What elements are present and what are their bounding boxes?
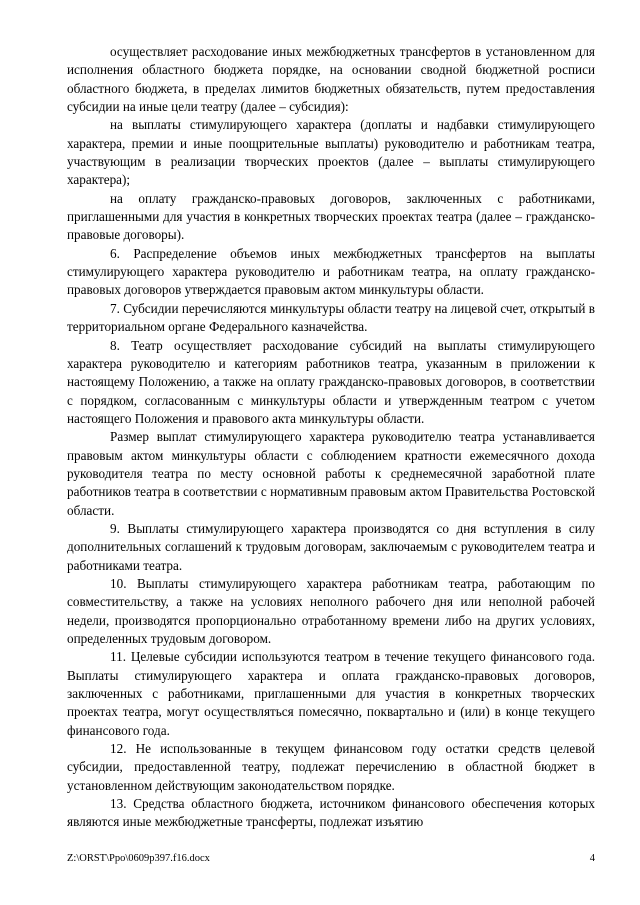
paragraph-9: 11. Целевые субсидии используются театром в течение текущего финансового года. Выплаты стимулирующего характера и оплата гражданско-правовых договоров, заключенных с работниками, приглашенными для участия в конкретных творческих проектах театра, могут осуществляться помесячно, поквартально и (или) в конце текущего финансового года. [67, 649, 595, 738]
paragraph-8: 10. Выплаты стимулирующего характера работникам театра, работающим по совместительству, а также на условиях неполного рабочего дня или неполной рабочей недели, производятся пропорционально отработанному времени либо на других условиях, определенных трудовым договором. [67, 575, 595, 646]
page-number: 4 [589, 853, 595, 864]
paragraph-3: 6. Распределение объемов иных межбюджетных трансфертов на выплаты стимулирующего характера руководителю и работникам театра, на оплату гражданско-правовых договоров утверждается правовым актом минкультуры области. [67, 245, 595, 298]
paragraph-5: 8. Театр осуществляет расходование субсидий на выплаты стимулирующего характера руководителю и категориям работников театра, указанным в приложении к настоящему Положению, а также на оплату гражданско-правовых договоров, в соответствии с порядком, согласованным с минкультуры области и утвержденным театром с учетом настоящего Положения и правового акта минкультуры области. [67, 337, 595, 426]
document-body [67, 43, 595, 832]
paragraph-0: осуществляет расходование иных межбюджетных трансфертов в установленном для исполнения областного бюджета порядке, на основании сводной бюджетной росписи областного бюджета, в пределах лимитов бюджетных обязательств, путем предоставления субсидии на иные цели театру (далее – субсидия): [67, 44, 595, 115]
paragraph-1: на выплаты стимулирующего характера (доплаты и надбавки стимулирующего характера, премии и иные поощрительные выплаты) руководителю и работникам театра, участвующим в реализации творческих проектов (далее – выплаты стимулирующего характера); [67, 117, 595, 188]
paragraph-11: 13. Средства областного бюджета, источником финансового обеспечения которых являются иные межбюджетные трансферты, подлежат изъятию [67, 796, 595, 830]
footer-file-path: Z:\ORST\Ppo\0609p397.f16.docx [67, 853, 210, 864]
paragraph-7: 9. Выплаты стимулирующего характера производятся со дня вступления в силу дополнительных соглашений к трудовым договорам, заключаемым с руководителем театра и работниками театра. [67, 520, 595, 573]
paragraph-6: Размер выплат стимулирующего характера руководителю театра устанавливается правовым актом минкультуры области с соблюдением кратности ежемесячного дохода руководителя театра по месту основной работы к среднемесячной заработной плате работников театра в соответствии с нормативным правовым актом Правительства Ростовской области. [67, 429, 595, 518]
paragraph-2: на оплату гражданско-правовых договоров, заключенных с работниками, приглашенными для участия в конкретных творческих проектах театра (далее – гражданско-правовые договоры). [67, 190, 595, 243]
paragraph-10: 12. Не использованные в текущем финансовом году остатки средств целевой субсидии, предоставленной театру, подлежат перечислению в областной бюджет в установленном действующим законодательством порядке. [67, 741, 595, 793]
paragraph-4: 7. Субсидии перечисляются минкультуры области театру на лицевой счет, открытый в территориальном органе Федерального казначейства. [67, 300, 596, 335]
